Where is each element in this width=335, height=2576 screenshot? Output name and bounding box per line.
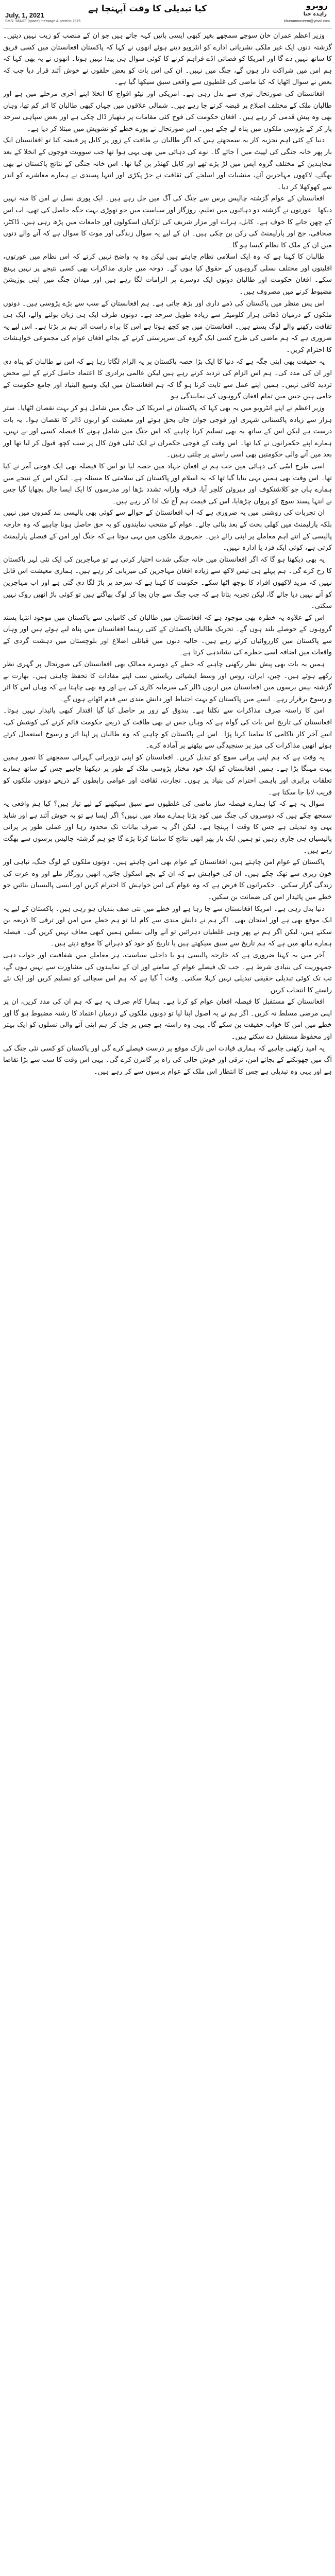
sms-instructions: SMS: "MAIC" (space) message & send to 7575	[5, 20, 81, 23]
article-paragraph: افغانستان کے مستقبل کا فیصلہ افغان عوام کو کرنا ہے۔ ہمارا کام صرف یہ ہے کہ ہم ان کی مدد کریں، ان پر اپنی مرضی مسلط نہ کریں۔ اگر ہم نے یہ اصول اپنا لیا تو دونوں ملکوں کے درمیان اعتماد کا رشتہ مضبوط ہو گا اور خطے میں امن کا خواب حقیقت بن سکے گا۔ یہی وہ راستہ ہے جس پر چل کر ہم اپنی آنے والی نسلوں کو ایک بہتر اور محفوظ مستقبل دے سکتے ہیں۔	[3, 998, 332, 1041]
article-paragraph: سوال یہ ہے کہ کیا ہمارے فیصلہ ساز ماضی کی غلطیوں سے سبق سیکھنے کے لیے تیار ہیں؟ کیا ہم واقعی یہ سمجھ چکے ہیں کہ دوسروں کی جنگ میں کود پڑنا ہمارے مفاد میں نہیں؟ اگر ایسا ہے تو یہ خوش آئند ہے اور شاید یہی وہ تبدیلی ہے جس کا وقت آ پہنچا ہے۔ لیکن اگر یہ صرف بیانات تک محدود رہا اور عملی طور پر پرانی پالیسیاں ہی جاری رہیں تو ہمیں ایک بار پھر انھی نتائج کا سامنا کرنا پڑے گا جو ہم گزشتہ چالیس برسوں سے بھگت رہے ہیں۔	[3, 800, 332, 855]
article-paragraph: دنیا کے کئی اہم تجزیہ کار یہ سمجھتے ہیں کہ اگر طالبان نے طاقت کے زور پر کابل پر قبضہ کیا تو افغانستان ایک بار پھر خانہ جنگی کی لپیٹ میں آ جائے گا۔ نوے کی دہائی میں بھی یہی ہوا تھا جب سوویت فوجوں کے انخلا کے بعد مجاہدین کے مختلف گروہ آپس میں لڑ پڑے تھے اور کابل کھنڈر بن گیا تھا۔ اس خانہ جنگی کے نتائج پاکستان نے بھی بھگتے، لاکھوں مہاجرین آئے، منشیات اور اسلحے کی ثقافت نے جڑ پکڑی اور انتہا پسندی نے ہمارے معاشرے کو اندر سے کھوکھلا کر دیا۔	[3, 137, 332, 191]
article-headline: کیا تبدیلی کا وقت آپہنچا ہے	[88, 4, 207, 14]
column-title: روبرو	[306, 1, 328, 10]
article-paragraph: افغانستان کے عوام گزشتہ چالیس برس سے جنگ کی آگ میں جل رہے ہیں۔ ایک پوری نسل نے امن کا منہ نہیں دیکھا۔ عورتوں نے گزشتہ دو دہائیوں میں تعلیم، روزگار اور سیاست میں جو تھوڑی بہت جگہ حاصل کی تھی، اب اس کے چھن جانے کا خوف ہے۔ کابل، ہرات اور مزار شریف کی لڑکیاں اسکولوں اور جامعات میں پڑھ رہی ہیں، ڈاکٹر، صحافی، جج اور پارلیمنٹ کی رکن بن چکی ہیں۔ ان کے لیے یہ سوال زندگی اور موت کا سوال ہے کہ آنے والے دنوں میں ان کے ملک کا نظام کیسا ہو گا۔	[3, 195, 332, 249]
article-paragraph: یہ حقیقت بھی اپنی جگہ ہے کہ دنیا کا ایک بڑا حصہ پاکستان پر یہ الزام لگاتا رہا ہے کہ اس نے طالبان کو پناہ دی اور ان کی مدد کی۔ ہم اس الزام کی تردید کرتے رہے ہیں لیکن عالمی برادری کا اعتماد حاصل کرنے کے لیے محض تردید کافی نہیں۔ ہمیں اپنے عمل سے ثابت کرنا ہو گا کہ ہم افغانستان میں ایک وسیع البنیاد اور جامع حکومت کے حامی ہیں جس میں تمام افغان گروہوں کی نمایندگی ہو۔	[3, 358, 332, 401]
article-paragraph: اس کے علاوہ یہ خطرہ بھی موجود ہے کہ افغانستان میں طالبان کی کامیابی سے پاکستان میں موجود انتہا پسند گروہوں کے حوصلے بلند ہوں گے۔ تحریک طالبان پاکستان کے کئی رہنما افغانستان میں پناہ لیے ہوئے ہیں اور وہاں سے پاکستان میں کارروائیاں کرتے رہے ہیں۔ حالیہ دنوں میں قبائلی اضلاع اور بلوچستان میں دہشت گردی کے واقعات میں اضافہ اسی خطرے کی نشاندہی کرتا ہے۔	[3, 614, 332, 657]
publication-date: July, 1, 2021	[5, 11, 44, 19]
article-paragraph: دنیا بدل رہی ہے۔ امریکا افغانستان سے جا رہا ہے اور خطے میں نئی صف بندیاں ہو رہی ہیں۔ پاکستان کے لیے یہ ایک موقع بھی ہے اور امتحان بھی۔ اگر ہم نے دانش مندی سے کام لیا تو ہم خطے میں امن اور ترقی کا ذریعہ بن سکتے ہیں، لیکن اگر ہم نے پھر وہی غلطیاں دہرائیں تو آنے والی نسلیں ہمیں کبھی معاف نہیں کریں گی۔ فیصلہ ہمارے ہاتھ میں ہے کہ ہم تاریخ سے سبق سیکھتے ہیں یا تاریخ کو خود کو دہرانے کا موقع دیتے ہیں۔	[3, 905, 332, 948]
article-body	[3, 28, 332, 1078]
article-paragraph: یہ بھی دیکھنا ہو گا کہ اگر افغانستان میں خانہ جنگی شدت اختیار کرتی ہے تو مہاجرین کی ایک نئی لہر پاکستان کا رخ کرے گی۔ ہم پہلے ہی تیس لاکھ سے زیادہ افغان مہاجرین کی میزبانی کر رہے ہیں۔ ہماری معیشت اس قابل نہیں کہ مزید لاکھوں افراد کا بوجھ اٹھا سکے۔ حکومت کا کہنا ہے کہ سرحد پر باڑ لگا دی گئی ہے اور اب مہاجرین کو آنے نہیں دیا جائے گا، لیکن تجربہ بتاتا ہے کہ جب جنگ سے جان بچا کر لوگ بھاگتے ہیں تو کوئی باڑ انھیں روک نہیں سکتی۔	[3, 555, 332, 611]
author-name: زاہدہ حنا	[303, 11, 327, 17]
column-header	[3, 0, 332, 28]
article-paragraph: امن کا راستہ صرف مذاکرات سے نکلتا ہے۔ بندوق کے زور پر حاصل کیا گیا اقتدار کبھی پائیدار نہیں ہوتا۔ افغانستان کی تاریخ اس بات کی گواہ ہے کہ وہاں جس نے بھی طاقت کے ذریعے حکومت قائم کرنے کی کوشش کی، اسے آخر کار ناکامی کا سامنا کرنا پڑا۔ اس لیے پاکستان کو چاہیے کہ وہ طالبان پر اپنا اثر و رسوخ استعمال کرتے ہوئے انھیں مذاکرات کی میز پر سنجیدگی سے بیٹھنے پر آمادہ کرے۔	[3, 707, 332, 750]
article-paragraph: اسی طرح اسّی کی دہائی میں جب ہم نے افغان جہاد میں حصہ لیا تو اس کا فیصلہ بھی ایک فوجی آمر نے کیا تھا۔ اس وقت بھی ہمیں یہی بتایا گیا تھا کہ یہ اسلام اور پاکستان کی سلامتی کا مسئلہ ہے۔ لیکن اس کے نتیجے میں ہمارے ہاں جو کلاشنکوف اور ہیروئن کلچر آیا، فرقہ وارانہ تشدد بڑھا اور مدرسوں کا ایک ایسا جال بچھایا گیا جس نے انتہا پسند سوچ کو پروان چڑھایا، اس کی قیمت ہم آج تک ادا کر رہے ہیں۔	[3, 462, 332, 505]
author-email: khurramnaseem@ymail.com	[283, 20, 330, 23]
article-paragraph: ہمیں یہ بات بھی پیش نظر رکھنی چاہیے کہ خطے کے دوسرے ممالک بھی افغانستان کی صورتحال پر گہری نظر رکھے ہوئے ہیں۔ چین، ایران، روس اور وسط ایشیائی ریاستیں سب اپنے مفادات کا تحفظ چاہتی ہیں۔ بھارت نے گزشتہ بیس برسوں میں افغانستان میں اربوں ڈالر کی سرمایہ کاری کی ہے اور وہ بھی چاہتا ہے کہ وہاں اس کا اثر و رسوخ برقرار رہے۔ ایسے میں پاکستان کو بہت احتیاط اور دانش مندی سے قدم اٹھانے ہوں گے۔	[3, 660, 332, 703]
article-paragraph: یہ وقت ہے کہ ہم اپنی پرانی سوچ کو تبدیل کریں۔ افغانستان کو اپنی تزویراتی گہرائی سمجھنے کا تصور ہمیں بہت مہنگا پڑا ہے۔ ہمیں افغانستان کو ایک خود مختار پڑوسی ملک کے طور پر دیکھنا چاہیے جس کے ساتھ ہمارے تعلقات برابری اور باہمی احترام کی بنیاد پر ہوں۔ تجارت، ثقافت اور عوامی رابطوں کے ذریعے دونوں ملکوں کو قریب لایا جا سکتا ہے۔	[3, 753, 332, 796]
article-paragraph: یہ امید رکھنی چاہیے کہ ہماری قیادت اس نازک موقع پر درست فیصلے کرے گی اور پاکستان کو کسی نئی جنگ کی آگ میں جھونکنے کے بجائے امن، ترقی اور خوش حالی کی راہ پر گامزن کرے گی۔ یہی اس وقت کا سب سے بڑا تقاضا ہے اور یہی وہ تبدیلی ہے جس کا انتظار اس ملک کے عوام برسوں سے کر رہے ہیں۔	[3, 1044, 332, 1076]
article-paragraph: اس پس منظر میں پاکستان کی ذمے داری اور بڑھ جاتی ہے۔ ہم افغانستان کے سب سے بڑے پڑوسی ہیں۔ دونوں ملکوں کے درمیان ڈھائی ہزار کلومیٹر سے زیادہ طویل سرحد ہے۔ دونوں طرف ایک ہی زبان بولنے والے، ایک ہی ثقافت رکھنے والے لوگ بستے ہیں۔ افغانستان میں جو کچھ ہوتا ہے اس کا براہ راست اثر ہم پر پڑتا ہے۔ اس لیے یہ ضروری ہے کہ ہم ماضی کی طرح کسی ایک گروہ کی سرپرستی کرنے کے بجائے افغان عوام کی مجموعی خواہشات کا احترام کریں۔	[3, 299, 332, 354]
article-paragraph: ان تجربات کی روشنی میں یہ ضروری ہے کہ اب افغانستان کے حوالے سے کوئی بھی پالیسی بند کمروں میں نہیں بلکہ پارلیمنٹ میں کھلی بحث کے بعد بنائی جائے۔ عوام کے منتخب نمایندوں کو یہ حق حاصل ہونا چاہیے کہ وہ خارجہ پالیسی کے اتنے اہم معاملے پر اپنی رائے دیں۔ جمہوری ملکوں میں یہی ہوتا ہے کہ جنگ اور امن کے فیصلے پارلیمنٹ کرتی ہے، کوئی ایک فرد یا ادارہ نہیں۔	[3, 509, 332, 552]
article-paragraph: افغانستان کی صورتحال تیزی سے بدل رہی ہے۔ امریکی اور نیٹو افواج کا انخلا اپنے آخری مرحلے میں ہے اور طالبان ملک کے مختلف اضلاع پر قبضہ کرتے جا رہے ہیں۔ شمالی علاقوں میں جہاں کبھی طالبان کا اثر کم تھا، وہاں بھی وہ پیش قدمی کر رہے ہیں۔ افغان حکومت کی فوج کئی مقامات پر ہتھیار ڈال چکی ہے اور بعض سپاہی سرحد پار کر کے پڑوسی ملکوں میں پناہ لے چکے ہیں۔ اس صورتحال نے پورے خطے کو تشویش میں مبتلا کر دیا ہے۔	[3, 90, 332, 133]
article-paragraph: پاکستان کے عوام امن چاہتے ہیں، افغانستان کے عوام بھی امن چاہتے ہیں۔ دونوں ملکوں کے لوگ جنگ، تباہی اور خون ریزی سے تھک چکے ہیں۔ ان کی خواہش ہے کہ ان کے بچے اسکول جائیں، انھیں روزگار ملے اور وہ عزت کی زندگی گزار سکیں۔ حکمرانوں کا فرض ہے کہ وہ عوام کی اس خواہش کا احترام کریں اور ایسی پالیسیاں بنائیں جو خطے میں پائیدار امن کی ضمانت بن سکیں۔	[3, 858, 332, 901]
article-paragraph: وزیر اعظم نے اپنے انٹرویو میں یہ بھی کہا کہ پاکستان نے امریکا کی جنگ میں شامل ہو کر بہت نقصان اٹھایا۔ ستر ہزار سے زیادہ پاکستانی شہری اور فوجی جوان جاں بحق ہوئے اور معیشت کو اربوں ڈالر کا نقصان ہوا۔ یہ بات درست ہے لیکن اس کے ساتھ یہ بھی تسلیم کرنا چاہیے کہ اس جنگ میں شامل ہونے کا فیصلہ کسی اور نے نہیں، ہمارے اپنے حکمرانوں نے کیا تھا۔ اس وقت کے فوجی حکمراں نے ایک ٹیلی فون کال پر سب کچھ قبول کر لیا تھا اور بعد میں آنے والی حکومتیں بھی اسی راستے پر چلتی رہیں۔	[3, 404, 332, 459]
article-paragraph: آخر میں یہ کہنا ضروری ہے کہ خارجہ پالیسی ہو یا داخلی سیاست، ہر معاملے میں شفافیت اور جواب دہی جمہوریت کی بنیادی شرط ہے۔ جب تک فیصلے عوام کے سامنے اور ان کے نمایندوں کی مشاورت سے نہیں ہوں گے، تب تک کوئی تبدیلی حقیقی تبدیلی نہیں کہلا سکتی۔ وقت آ گیا ہے کہ ہم اس سچائی کو تسلیم کریں اور ایک نئے راستے کا انتخاب کریں۔	[3, 951, 332, 994]
article-paragraph: طالبان کا کہنا ہے کہ وہ ایک اسلامی نظام چاہتے ہیں لیکن وہ یہ واضح نہیں کرتے کہ اس نظام میں عورتوں، اقلیتوں اور مختلف نسلی گروہوں کے حقوق کیا ہوں گے۔ دوحہ میں جاری مذاکرات بھی کسی نتیجے پر نہیں پہنچ سکے۔ افغان حکومت اور طالبان دونوں ایک دوسرے پر الزامات لگا رہے ہیں اور میدان جنگ میں اپنی پوزیشن مضبوط کرنے میں مصروف ہیں۔	[3, 253, 332, 296]
article-paragraph: وزیر اعظم عمران خان سوچے سمجھے بغیر کبھی ایسی باتیں کہہ جاتے ہیں جو ان کے منصب کو زیب نہیں دیتیں۔ گزشتہ دنوں ایک غیر ملکی نشریاتی ادارے کو انٹرویو دیتے ہوئے انھوں نے کہا کہ پاکستان افغانستان میں کسی فریق کا ساتھ نہیں دے گا اور امریکا کو فضائی اڈے فراہم کرنے کا کوئی سوال ہی پیدا نہیں ہوتا۔ انھوں نے یہ بھی کہا کہ ہم امن میں شراکت دار ہوں گے، جنگ میں نہیں۔ ان کی اس بات کو بعض حلقوں نے خوش آئند قرار دیا جب کہ بعض نے سوال اٹھایا کہ کیا ماضی کی غلطیوں سے واقعی سبق سیکھا گیا ہے۔	[3, 32, 332, 87]
